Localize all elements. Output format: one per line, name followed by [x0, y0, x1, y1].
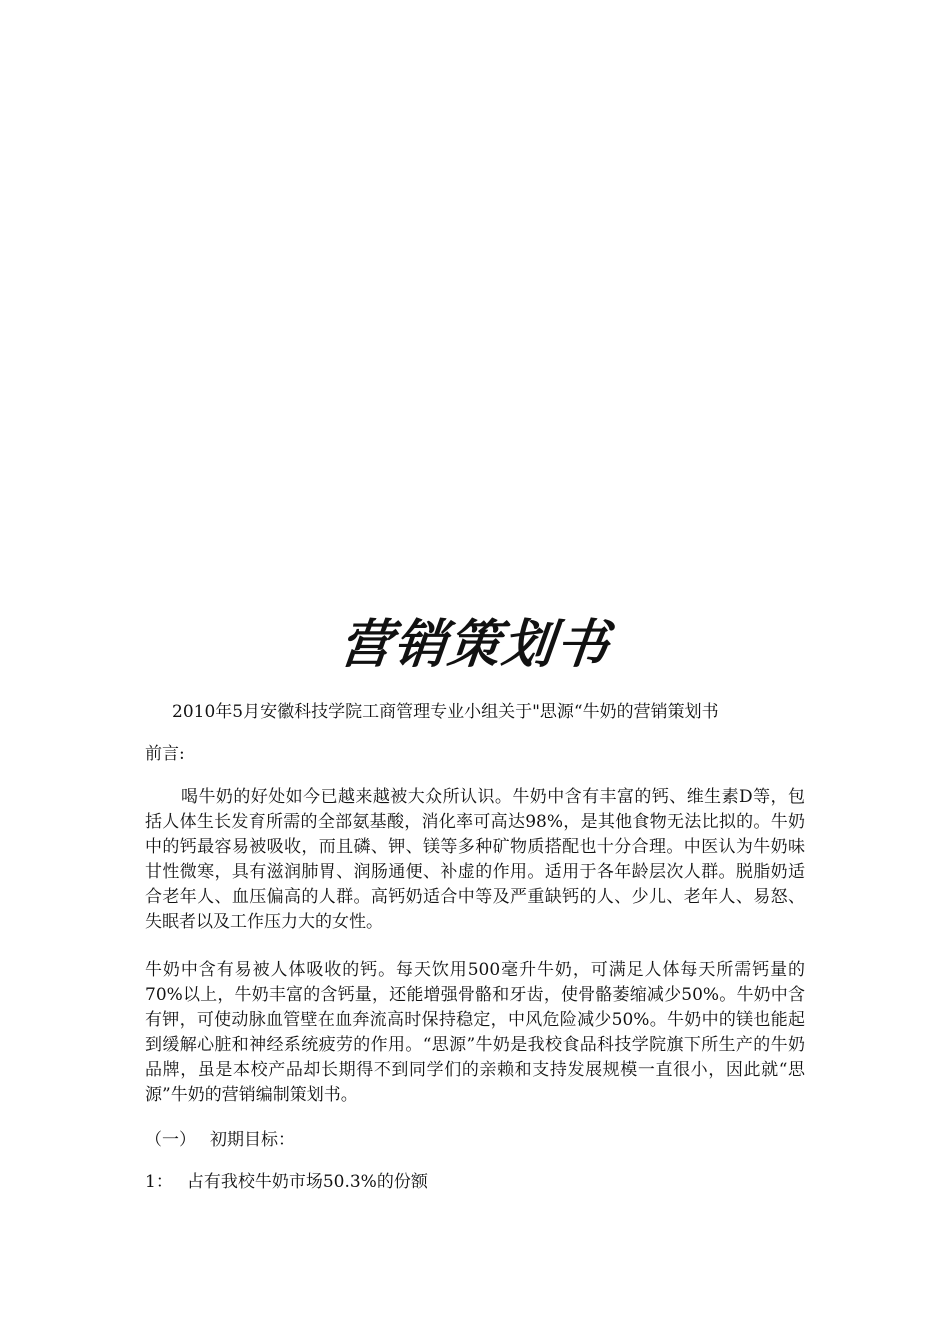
list-item [145, 1170, 805, 1195]
body-paragraph: 喝牛奶的好处如今已越来越被大众所认识。牛奶中含有丰富的钙、维生素D等，包括人体生长发育所需的全部氨基酸，消化率可高达98%，是其他食物无法比拟的。牛奶中的钙最容易被吸收，而且磷、钾、镁等多种矿物质搭配也十分合理。中医认为牛奶味甘性微寒，具有滋润肺胃、润肠通便、补虚的作用。适用于各年龄层次人群。脱脂奶适合老年人、血压偏高的人群。高钙奶适合中等及严重缺钙的人、少儿、老年人、易怒、失眠者以及工作压力大的女性。 [145, 787, 805, 932]
list-item-text: 占有我校牛奶市场50.3%的份额 [186, 1172, 428, 1192]
section-number: （一） [145, 1130, 196, 1150]
preface-heading: 前言: [145, 744, 185, 764]
list-item-number: 1： [145, 1172, 173, 1192]
document-title: 营销策划书 [336, 615, 614, 675]
body-paragraph: 牛奶中含有易被人体吸收的钙。每天饮用500毫升牛奶，可满足人体每天所需钙量的70%以上，牛奶丰富的含钙量，还能增强骨骼和牙齿，使骨骼萎缩减少50%。牛奶中含有钾，可使动脉血管壁在血奔流高时保持稳定，中风危险减少50%。牛奶中的镁也能起到缓解心脏和神经系统疲劳的作用。“思源”牛奶是我校食品科技学院旗下所生产的牛奶品牌，虽是本校产品却长期得不到同学们的亲赖和支持发展规模一直很小，因此就“思源”牛奶的营销编制策划书。 [145, 960, 805, 1105]
document-subtitle: 2010年5月安徽科技学院工商管理专业小组关于"思源“牛奶的营销策划书 [172, 702, 719, 722]
section-heading-text: 初期目标： [210, 1130, 295, 1150]
section-heading [145, 1128, 805, 1153]
